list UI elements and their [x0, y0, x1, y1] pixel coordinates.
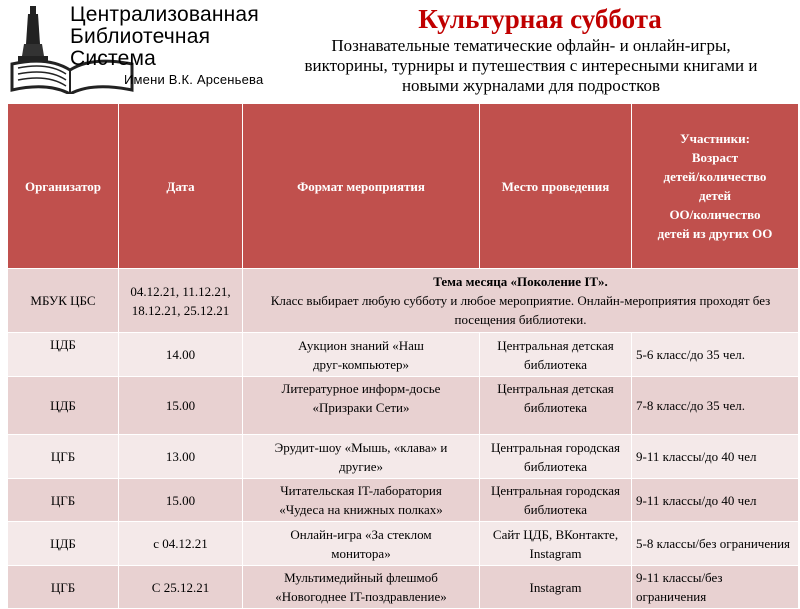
theme-description	[243, 269, 799, 333]
table-row	[8, 522, 799, 566]
table-row	[8, 435, 799, 479]
cell-date: 15.00	[119, 377, 243, 435]
cell-format: Читательская IT-лаборатория «Чудеса на книжных полках»	[243, 479, 480, 522]
cell-organizer: ЦГБ	[8, 479, 119, 522]
page-title: Культурная суббота	[418, 4, 662, 34]
cell-place: Центральная городская библиотека	[480, 435, 632, 479]
cell-format: Онлайн-игра «За стеклом монитора»	[243, 522, 480, 566]
header-participants: Участники: Возраст детей/количество детей ОО/количество детей из других ОО	[632, 104, 799, 269]
cell-organizer: ЦДБ	[8, 377, 119, 435]
cell-organizer: ЦДБ	[8, 522, 119, 566]
header-organizer: Организатор	[8, 104, 119, 269]
cell-format: Мультимедийный флешмоб «Новогоднее IT-поздравление»	[243, 566, 480, 609]
logo-line-2: Библиотечная	[70, 25, 211, 48]
table-row	[8, 566, 799, 609]
logo-line-1: Централизованная	[70, 3, 259, 26]
table-row	[8, 377, 799, 435]
cell-participants: 9-11 классы/до 40 чел	[632, 479, 799, 522]
cell-participants: 5-6 класс/до 35 чел.	[632, 333, 799, 377]
logo-text	[70, 4, 263, 88]
table-row	[8, 333, 799, 377]
cell-organizer: ЦДБ	[8, 333, 119, 377]
cell-format: Аукцион знаний «Наш друг-компьютер»	[243, 333, 480, 377]
cell-place: Центральная детская библиотека	[480, 377, 632, 435]
cell-format: Эрудит-шоу «Мышь, «клава» и другие»	[243, 435, 480, 479]
cell-place: Центральная детская библиотека	[480, 333, 632, 377]
cell-participants: 9-11 классы/до 40 чел	[632, 435, 799, 479]
theme-organizer: МБУК ЦБС	[8, 269, 119, 333]
cell-format: Литературное информ-досье «Призраки Сети»	[243, 377, 480, 435]
theme-title: Тема месяца «Поколение IT».	[433, 274, 608, 289]
logo-line-3: Система	[70, 47, 156, 70]
cell-date: 14.00	[119, 333, 243, 377]
theme-row	[8, 269, 799, 333]
cell-participants: 7-8 класс/до 35 чел.	[632, 377, 799, 435]
cell-date: С 25.12.21	[119, 566, 243, 609]
table-row	[8, 479, 799, 522]
cell-organizer: ЦГБ	[8, 566, 119, 609]
table-header-row	[8, 104, 799, 269]
header-date: Дата	[119, 104, 243, 269]
theme-text: Класс выбирает любую субботу и любое мероприятие. Онлайн-мероприятия проходят без посещения библиотеки.	[270, 293, 771, 327]
cell-place: Сайт ЦДБ, ВКонтакте, Instagram	[480, 522, 632, 566]
cell-participants: 9-11 классы/без ограничения	[632, 566, 799, 609]
cell-date: с 04.12.21	[119, 522, 243, 566]
library-logo	[8, 4, 293, 94]
cell-date: 15.00	[119, 479, 243, 522]
cell-place: Центральная городская библиотека	[480, 479, 632, 522]
cell-organizer: ЦГБ	[8, 435, 119, 479]
cell-place: Instagram	[480, 566, 632, 609]
theme-dates: 04.12.21, 11.12.21, 18.12.21, 25.12.21	[119, 269, 243, 333]
cell-participants: 5-8 классы/без ограничения	[632, 522, 799, 566]
events-table	[7, 103, 799, 609]
cell-date: 13.00	[119, 435, 243, 479]
header-format: Формат мероприятия	[243, 104, 480, 269]
logo-line-4: Имени В.К. Арсеньева	[124, 72, 264, 87]
header-place: Место проведения	[480, 104, 632, 269]
page-subtitle: Познавательные тематические офлайн- и онлайн-игры, викторины, турниры и путешествия с интересными книгами и новыми журналами для подростков	[304, 36, 758, 95]
